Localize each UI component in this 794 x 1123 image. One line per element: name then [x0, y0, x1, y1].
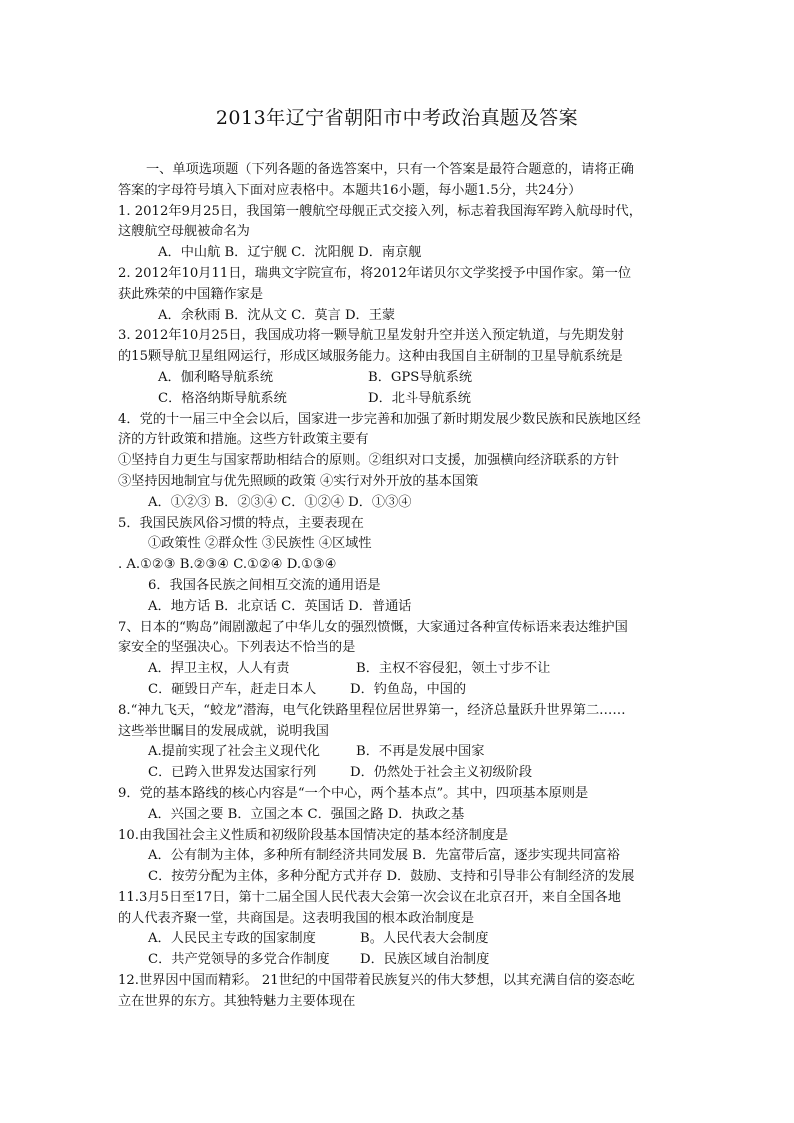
- q3-option-c: C．格洛纳斯导航系统: [158, 390, 287, 406]
- q11-options-row2: [118, 950, 678, 971]
- q1-options: A．中山航 B．辽宁舰 C．沈阳舰 D．南京舰: [158, 245, 422, 261]
- q8-option-d: D．仍然处于社会主义初级阶段: [350, 765, 533, 781]
- q3-option-d: D．北斗导航系统: [368, 390, 471, 406]
- q7-options-row1: [118, 659, 678, 680]
- q12-stem-line2: 立在世界的东方。其独特魅力主要体现在: [118, 993, 356, 1009]
- q5-stem-line1: 5．我国民族风俗习惯的特点，主要表现在: [118, 515, 364, 531]
- q1-stem-line2: 这艘航空母舰被命名为: [118, 224, 250, 240]
- q8-stem-line2: 这些举世瞩目的发展成就，说明我国: [118, 723, 329, 739]
- q4-stem-line4: ③坚持因地制宜与优先照顾的政策 ④实行对外开放的基本国策: [118, 473, 479, 489]
- q4-stem-line2: 济的方针政策和措施。这些方针政策主要有: [118, 432, 369, 448]
- q11-option-c: C．共产党领导的多党合作制度: [148, 952, 330, 968]
- q6-options: A．地方话 B．北京话 C．英国话 D．普通话: [148, 598, 412, 614]
- q9-options: A．兴国之要 B．立国之本 C．强国之路 D．执政之基: [148, 806, 465, 822]
- q7-options-row2: [118, 680, 678, 701]
- q4-stem-line1: 4．党的十一届三中全会以后，国家进一步完善和加强了新时期发展少数民族和民族地区经: [118, 411, 641, 427]
- q11-options-row1: [118, 929, 678, 950]
- q11-option-a: A．人民民主专政的国家制度: [148, 931, 316, 947]
- section-heading-line2: 答案的字母符号填入下面对应表格中。本题共16小题，每小题1.5分，共24分）: [118, 182, 582, 198]
- q5-options: . A.①②③ B.②③④ C.①②④ D.①③④: [118, 557, 337, 573]
- document-title: 2013年辽宁省朝阳市中考政治真题及答案: [215, 107, 579, 129]
- q1-stem-line1: 1. 2012年9月25日，我国第一艘航空母舰正式交接入列，标志着我国海军跨入航母时代，: [118, 203, 642, 219]
- q10-stem-line1: 10.由我国社会主义性质和初级阶段基本国情决定的基本经济制度是: [118, 827, 509, 843]
- q10-options-row2: C．按劳分配为主体，多种分配方式并存 D．鼓励、支持和引导非公有制经济的发展: [148, 869, 635, 885]
- q5-items: ①政策性 ②群众性 ③民族性 ④区域性: [148, 536, 372, 552]
- q7-option-c: C．砸毁日产车，赶走日本人: [148, 681, 317, 697]
- q3-option-b: B．GPS导航系统: [368, 369, 473, 385]
- q7-option-b: B．主权不容侵犯，领土寸步不让: [356, 661, 551, 677]
- q3-stem-line1: 3. 2012年10月25日，我国成功将一颗导航卫星发射升空并送入预定轨道，与先期发射: [118, 328, 624, 344]
- q11-stem-line1: 11.3月5日至17日，第十二届全国人民代表大会第一次会议在北京召开，来自全国各地: [118, 889, 621, 905]
- q11-option-b: B。人民代表大会制度: [360, 931, 489, 947]
- q6-stem-line1: 6．我国各民族之间相互交流的通用语是: [148, 577, 381, 593]
- q3-option-a: A．伽利略导航系统: [158, 369, 274, 385]
- q3-options-row2: [118, 389, 678, 410]
- q7-option-d: D．钓鱼岛，中国的: [350, 681, 467, 697]
- q3-stem-line2: 的15颗导航卫星组网运行，形成区域服务能力。这种由我国自主研制的卫星导航系统是: [118, 349, 623, 365]
- question-body: [118, 160, 678, 1013]
- q3-options-row1: [118, 368, 678, 389]
- q8-option-a: A.提前实现了社会主义现代化: [148, 744, 320, 760]
- q11-option-d: D．民族区域自治制度: [360, 952, 490, 968]
- q11-stem-line2: 的人代表齐聚一堂，共商国是。这表明我国的根本政治制度是: [118, 910, 475, 926]
- q12-stem-line1: 12.世界因中国而精彩。 21世纪的中国带着民族复兴的伟大梦想，以其充满自信的姿态屹: [118, 973, 635, 989]
- q8-options-row2: [118, 763, 678, 784]
- q8-option-b: B．不再是发展中国家: [356, 744, 485, 760]
- q4-stem-line3: ①坚持自力更生与国家帮助相结合的原则。②组织对口支援，加强横向经济联系的方针: [118, 453, 620, 469]
- q2-options: A．余秋雨 B．沈从文 C．莫言 D．王蒙: [158, 307, 396, 323]
- q2-stem-line1: 2. 2012年10月11日，瑞典文字院宣布，将2012年诺贝尔文学奖授予中国作家。第一位: [118, 265, 632, 281]
- q8-options-row1: [118, 742, 678, 763]
- section-heading-line1: 一、单项选项题（下列各题的备选答案中，只有一个答案是最符合题意的，请将正确: [146, 162, 634, 177]
- q10-options-row1: A．公有制为主体，多种所有制经济共同发展 B．先富带后富，逐步实现共同富裕: [148, 848, 620, 864]
- q2-stem-line2: 获此殊荣的中国籍作家是: [118, 286, 264, 302]
- q7-stem-line2: 家安全的坚强决心。下列表达不恰当的是: [118, 640, 356, 656]
- q7-stem-line1: 7、日本的“购岛”闹剧激起了中华儿女的强烈愤慨，大家通过各种宣传标语来表达维护国: [118, 619, 628, 635]
- q8-stem-line1: 8.“神九飞天，“蛟龙”潜海，电气化铁路里程位居世界第一，经济总量跃升世界第二……: [118, 702, 626, 718]
- q8-option-c: C．已跨入世界发达国家行列: [148, 765, 317, 781]
- q7-option-a: A．捍卫主权，人人有责: [148, 661, 290, 677]
- q4-options: A．①②③ B．②③④ C．①②④ D．①③④: [148, 494, 412, 510]
- q9-stem-line1: 9．党的基本路线的核心内容是“一个中心，两个基本点”。其中，四项基本原则是: [118, 785, 589, 801]
